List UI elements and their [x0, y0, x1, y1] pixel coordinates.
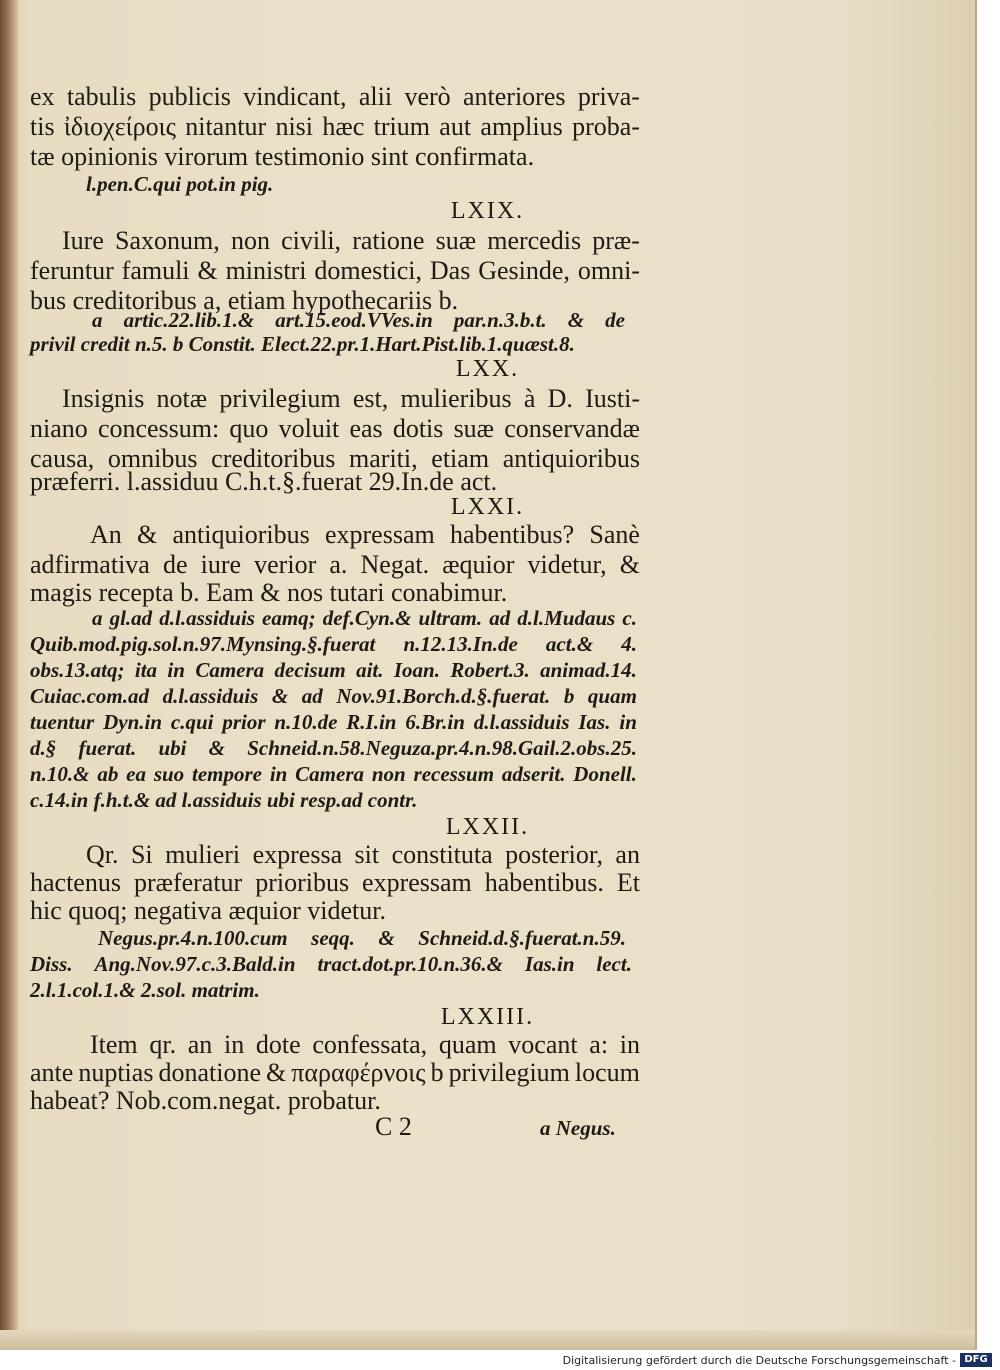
- citation-line: tuentur Dyn.in c.qui prior n.10.de R.I.in 6.Br.in d.l.assiduis Ias. in: [30, 710, 637, 734]
- citation-line: d.§ fuerat. ubi & Schneid.n.58.Neguza.pr.4.n.98.Gail.2.obs.25.: [30, 736, 637, 760]
- text-line: hic quoq; negativa æquior videtur.: [30, 896, 386, 925]
- citation-line: a artic.22.lib.1.& art.15.eod.VVes.in par.n.3.b.t. & de: [92, 308, 625, 332]
- text-line: ante nuptias donatione & παραφέρνοις b privilegium locum: [30, 1058, 640, 1087]
- text-line: adfirmativa de iure verior a. Negat. æquior videtur, &: [30, 550, 640, 579]
- citation-line: a gl.ad d.l.assiduis eamq; def.Cyn.& ultram. ad d.l.Mudaus c.: [92, 606, 637, 630]
- footer-bar: [0, 1350, 1000, 1370]
- dfg-logo: DFG: [960, 1353, 992, 1367]
- citation-line: Diss. Ang.Nov.97.c.3.Bald.in tract.dot.pr.10.n.36.& Ias.in lect.: [30, 952, 632, 976]
- section-heading: LXX.: [455, 356, 520, 382]
- catchword: a Negus.: [540, 1116, 616, 1140]
- citation-line: c.14.in f.h.t.& ad l.assiduis ubi resp.ad contr.: [30, 788, 418, 812]
- text-line: Insignis notæ privilegium est, mulieribus à D. Iusti-: [62, 384, 640, 413]
- text-line: tis ἰδιοχείροις nitantur nisi hæc trium aut amplius proba-: [30, 112, 640, 141]
- section-heading: LXXIII.: [440, 1004, 535, 1030]
- section-heading: LXIX.: [450, 198, 525, 224]
- text-line: tæ opinionis virorum testimonio sint confirmata.: [30, 142, 535, 171]
- text-line: niano concessum: quo voluit eas dotis suæ conservandæ: [30, 414, 640, 443]
- section-heading: LXXI.: [450, 494, 525, 520]
- text-line: hactenus præferatur prioribus expressam habentibus. Et: [30, 868, 640, 897]
- citation-line: l.pen.C.qui pot.in pig.: [86, 172, 274, 196]
- text-line: causa, omnibus creditoribus mariti, etiam antiquioribus: [30, 444, 640, 473]
- citation-line: Cuiac.com.ad d.l.assiduis & ad Nov.91.Borch.d.§.fuerat. b quam: [30, 684, 637, 708]
- text-line: magis recepta b. Eam & nos tutari conabimur.: [30, 578, 508, 607]
- text-line: feruntur famuli & ministri domestici, Das Gesinde, omni-: [30, 256, 640, 285]
- citation-line: privil credit n.5. b Constit. Elect.22.pr.1.Hart.Pist.lib.1.quæst.8.: [30, 332, 575, 356]
- text-line: Qr. Si mulieri expressa sit constituta posterior, an: [86, 840, 640, 869]
- text-line: ex tabulis publicis vindicant, alii verò anteriores priva-: [30, 82, 640, 111]
- text-line: habeat? Nob.com.negat. probatur.: [30, 1086, 381, 1115]
- text-line: Iure Saxonum, non civili, ratione suæ mercedis præ-: [62, 226, 640, 255]
- citation-line: 2.l.1.col.1.& 2.sol. matrim.: [30, 978, 260, 1002]
- section-heading: LXXII.: [445, 814, 530, 840]
- text-line: bus creditoribus a, etiam hypothecariis b.: [30, 286, 459, 315]
- citation-line: Negus.pr.4.n.100.cum seqq. & Schneid.d.§.fuerat.n.59.: [98, 926, 626, 950]
- signature-mark: C 2: [375, 1112, 412, 1141]
- page-bottom-edge: [0, 1330, 975, 1350]
- text-line: An & antiquioribus expressam habentibus? Sanè: [90, 520, 640, 549]
- citation-line: Quib.mod.pig.sol.n.97.Mynsing.§.fuerat n.12.13.In.de act.& 4.: [30, 632, 637, 656]
- citation-line: n.10.& ab ea suo tempore in Camera non recessum adserit. Donell.: [30, 762, 637, 786]
- citation-line: obs.13.atq; ita in Camera decisum ait. Ioan. Robert.3. animad.14.: [30, 658, 637, 682]
- footer-credit: Digitalisierung gefördert durch die Deutsche Forschungsgemeinschaft -: [562, 1354, 956, 1367]
- text-line: Item qr. an in dote confessata, quam vocant a: in: [90, 1030, 640, 1059]
- text-line: præferri. l.assiduu C.h.t.§.fuerat 29.In.de act.: [30, 467, 498, 496]
